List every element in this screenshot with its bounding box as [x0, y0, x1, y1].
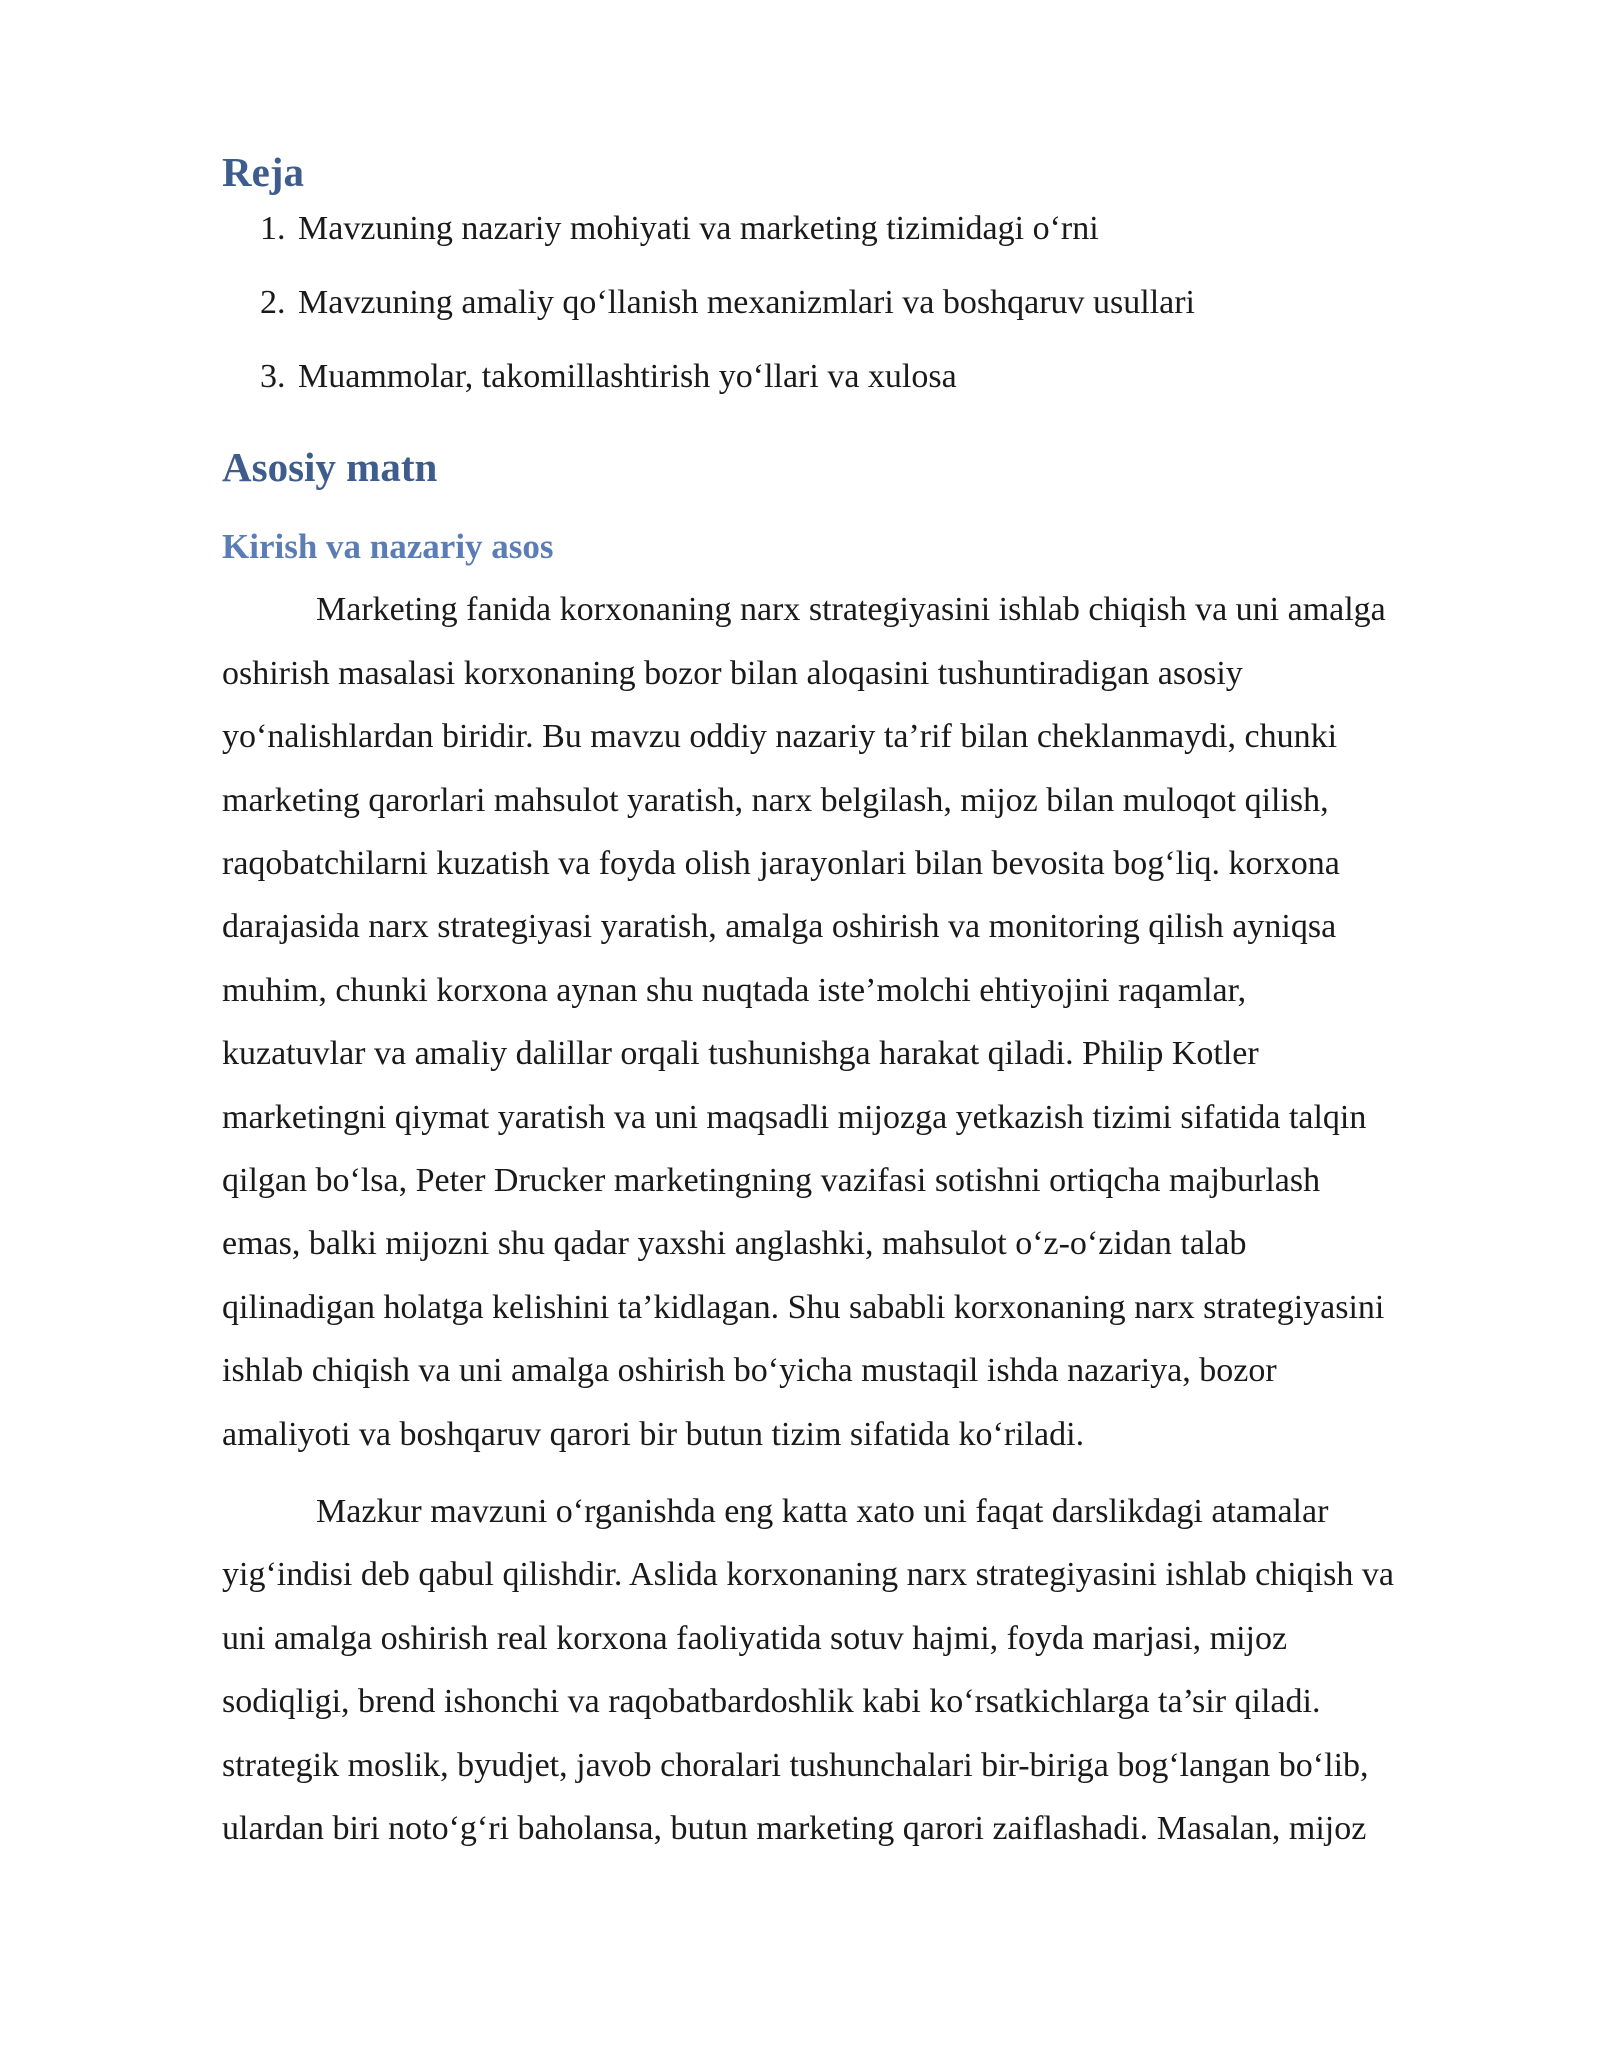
paragraph-line: yig‘indisi deb qabul qilishdir. Aslida korxonaning narx strategiyasini ishlab chiqish va — [222, 1556, 1394, 1594]
plan-item — [260, 209, 1502, 249]
paragraph-line: marketingni qiymat yaratish va uni maqsadli mijozga yetkazish tizimi sifatida talqin — [222, 1098, 1367, 1136]
paragraph-line: darajasida narx strategiyasi yaratish, amalga oshirish va monitoring qilish ayniqsa — [222, 908, 1337, 946]
body-paragraph-1 — [222, 578, 1502, 1466]
paragraph-line: ishlab chiqish va uni amalga oshirish bo‘yicha mustaqil ishda nazariya, bozor — [222, 1352, 1277, 1390]
document-page — [222, 140, 1502, 1861]
paragraph-line: strategik moslik, byudjet, javob choralari tushunchalari bir-biriga bog‘langan bo‘lib, — [222, 1746, 1369, 1784]
section-heading: Kirish va nazariy asos — [222, 527, 554, 567]
paragraph-line: raqobatchilarni kuzatish va foyda olish jarayonlari bilan bevosita bog‘liq. korxona — [222, 845, 1340, 882]
paragraph-line: emas, balki mijozni shu qadar yaxshi anglashki, mahsulot o‘z-o‘zidan talab — [222, 1225, 1247, 1263]
paragraph-line: kuzatuvlar va amaliy dalillar orqali tushunishga harakat qiladi. Philip Kotler — [222, 1035, 1259, 1073]
plan-item — [260, 283, 1502, 323]
body-paragraph-2 — [222, 1480, 1502, 1860]
paragraph-line: qilgan bo‘lsa, Peter Drucker marketingning vazifasi sotishni ortiqcha majburlash — [222, 1162, 1321, 1200]
paragraph-line: sodiqligi, brend ishonchi va raqobatbardoshlik kabi ko‘rsatkichlarga ta’sir qiladi. — [222, 1683, 1321, 1721]
paragraph-line: Mazkur mavzuni o‘rganishda eng katta xato uni faqat darslikdagi atamalar — [316, 1493, 1329, 1531]
paragraph-line: yo‘nalishlardan biridir. Bu mavzu oddiy nazariy ta’rif bilan cheklanmaydi, chunki — [222, 718, 1338, 756]
plan-item — [260, 357, 1502, 397]
paragraph-line: uni amalga oshirish real korxona faoliyatida sotuv hajmi, foyda marjasi, mijoz — [222, 1619, 1288, 1657]
paragraph-line: marketing qarorlari mahsulot yaratish, narx belgilash, mijoz bilan muloqot qilish, — [222, 781, 1329, 819]
plan-item-text: Muammolar, takomillashtirish yo‘llari va xulosa — [298, 358, 957, 396]
main-text-heading: Asosiy matn — [222, 444, 438, 491]
paragraph-line: Marketing fanida korxonaning narx strategiyasini ishlab chiqish va uni amalga — [316, 591, 1386, 629]
plan-heading: Reja — [222, 149, 304, 195]
plan-list — [222, 209, 1502, 397]
plan-item-number: 1. — [260, 210, 286, 248]
plan-item-number: 2. — [260, 284, 286, 322]
plan-item-text: Mavzuning nazariy mohiyati va marketing tizimidagi o‘rni — [298, 210, 1099, 248]
plan-item-number: 3. — [260, 358, 286, 396]
paragraph-line: amaliyoti va boshqaruv qarori bir butun tizim sifatida ko‘riladi. — [222, 1415, 1085, 1453]
paragraph-line: ulardan biri noto‘g‘ri baholansa, butun marketing qarori zaiflashadi. Masalan, mijoz — [222, 1810, 1367, 1848]
paragraph-line: oshirish masalasi korxonaning bozor bilan aloqasini tushuntiradigan asosiy — [222, 654, 1243, 692]
paragraph-line: qilinadigan holatga kelishini ta’kidlagan. Shu sababli korxonaning narx strategiyasini — [222, 1288, 1385, 1326]
plan-item-text: Mavzuning amaliy qo‘llanish mexanizmlari va boshqaruv usullari — [298, 284, 1195, 322]
paragraph-line: muhim, chunki korxona aynan shu nuqtada iste’molchi ehtiyojini raqamlar, — [222, 971, 1247, 1009]
